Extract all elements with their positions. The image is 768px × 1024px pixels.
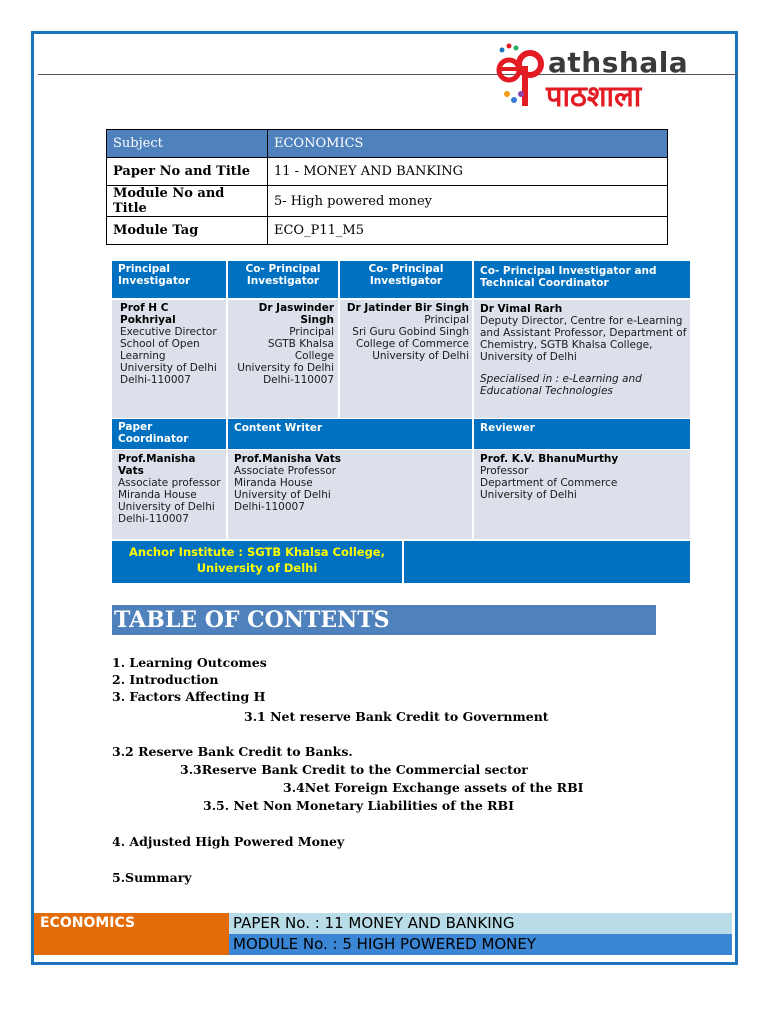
copi1-line: University fo Delhi: [237, 362, 334, 374]
header-principal-investigator: [112, 261, 226, 298]
header-label: Content Writer: [234, 422, 323, 434]
reviewer-line: Professor: [480, 465, 529, 477]
header-label: Reviewer: [480, 422, 535, 434]
pi-line: Delhi-110007: [120, 374, 191, 386]
cell-co-pi-2: [340, 300, 472, 418]
copi3-name: Dr Vimal Rarh: [480, 303, 563, 315]
copi3-line: Chemistry, SGTB Khalsa College,: [480, 339, 653, 351]
copi2-line: University of Delhi: [372, 350, 469, 362]
reviewer-line: Department of Commerce: [480, 477, 618, 489]
pi-name-2: Pokhriyal: [120, 314, 176, 326]
copi1-name-1: Dr Jaswinder: [258, 302, 334, 314]
toc-item: 5.Summary: [112, 870, 192, 885]
header-reviewer: [474, 419, 690, 449]
copi1-name-2: Singh: [300, 314, 334, 326]
toc-item: 2. Introduction: [112, 672, 219, 687]
logo-text-hindi: पाठशाला: [546, 79, 642, 113]
coord-name-2: Vats: [118, 465, 144, 477]
paper-value: 11 - MONEY AND BANKING: [268, 158, 668, 186]
copi1-line: Delhi-110007: [263, 374, 334, 386]
cell-content-writer: [228, 450, 472, 539]
coord-line: Delhi-110007: [118, 513, 189, 525]
subject-table: [106, 129, 668, 245]
coord-line: Associate professor: [118, 477, 221, 489]
copi2-name: Dr Jatinder Bir Singh: [346, 302, 469, 314]
footer-paper: PAPER No. : 11 MONEY AND BANKING: [229, 913, 732, 934]
coord-line: Miranda House: [118, 489, 197, 501]
copi1-line: SGTB Khalsa: [267, 338, 334, 350]
header-co-pi-technical: [474, 261, 690, 298]
copi1-line: College: [294, 350, 334, 362]
paper-key: Paper No and Title: [107, 158, 268, 186]
header-label: Principal Investigator: [118, 263, 191, 287]
writer-line: Delhi-110007: [234, 501, 305, 513]
toc-item: 3.3Reserve Bank Credit to the Commercial sector: [180, 762, 528, 777]
toc-item: 3. Factors Affecting H: [112, 689, 266, 704]
copi3-specialisation: Specialised in : e-Learning and: [480, 373, 642, 385]
pi-line: School of Open: [120, 338, 200, 350]
toc-item: 3.5. Net Non Monetary Liabilities of the RBI: [203, 798, 514, 813]
copi3-line: and Assistant Professor, Department of: [480, 327, 687, 339]
reviewer-line: University of Delhi: [480, 489, 577, 501]
writer-name: Prof.Manisha Vats: [234, 453, 342, 465]
module-value: 5- High powered money: [268, 186, 668, 217]
toc-item: 3.4Net Foreign Exchange assets of the RBI: [283, 780, 584, 795]
toc-item: 3.1 Net reserve Bank Credit to Government: [244, 709, 549, 724]
cell-co-pi-technical: [474, 300, 690, 418]
copi3-specialisation: Educational Technologies: [480, 385, 613, 397]
header-label: Paper Coordinator: [118, 421, 189, 445]
copi3-line: University of Delhi: [480, 351, 577, 363]
toc-item: 3.2 Reserve Bank Credit to Banks.: [112, 744, 353, 759]
header-paper-coordinator: [112, 419, 226, 449]
table-row: [107, 158, 668, 186]
toc-item: 4. Adjusted High Powered Money: [112, 834, 345, 849]
cell-principal-investigator: [112, 300, 226, 418]
module-tag-key: Module Tag: [107, 217, 268, 245]
header-co-pi-1: [228, 261, 338, 298]
anchor-institute: [112, 546, 402, 574]
subject-key: Subject: [107, 130, 268, 158]
coord-line: University of Delhi: [118, 501, 215, 513]
footer-module: MODULE No. : 5 HIGH POWERED MONEY: [229, 934, 732, 955]
header-label: Co- Principal Investigator: [245, 263, 321, 287]
header-label: Co- Principal Investigator and Technical Coordinator: [480, 265, 657, 289]
module-key: Module No and Title: [107, 186, 268, 217]
cell-reviewer: [474, 450, 690, 539]
cell-co-pi-1: [228, 300, 338, 418]
subject-value: ECONOMICS: [268, 130, 668, 158]
copi3-line: Deputy Director, Centre for e-Learning: [480, 315, 683, 327]
anchor-empty-cell: [404, 541, 690, 583]
reviewer-name: Prof. K.V. BhanuMurthy: [480, 453, 619, 465]
pi-name-1: Prof H C: [120, 302, 169, 314]
module-tag-value: ECO_P11_M5: [268, 217, 668, 245]
table-row: [107, 217, 668, 245]
table-row: [107, 130, 668, 158]
writer-line: University of Delhi: [234, 489, 331, 501]
copi2-line: Sri Guru Gobind Singh: [352, 326, 469, 338]
coord-name-1: Prof.Manisha: [118, 453, 196, 465]
toc-item: 1. Learning Outcomes: [112, 655, 267, 670]
copi2-line: College of Commerce: [356, 338, 469, 350]
header-label: Co- Principal Investigator: [368, 263, 444, 287]
anchor-line: University of Delhi: [196, 561, 318, 575]
cell-paper-coordinator: [112, 450, 226, 539]
table-row: [107, 186, 668, 217]
writer-line: Associate Professor: [234, 465, 337, 477]
copi2-line: Principal: [424, 314, 469, 326]
logo-text-english: athshala: [548, 46, 689, 79]
anchor-line: Anchor Institute : SGTB Khalsa College,: [129, 545, 385, 559]
header-co-pi-2: [340, 261, 472, 298]
header-content-writer: [228, 419, 472, 449]
copi1-line: Principal: [289, 326, 334, 338]
pi-line: Learning: [120, 350, 166, 362]
pi-line: Executive Director: [120, 326, 217, 338]
credits-grid: [112, 261, 690, 583]
writer-line: Miranda House: [234, 477, 313, 489]
footer-subject: ECONOMICS: [34, 913, 229, 955]
pi-line: University of Delhi: [120, 362, 217, 374]
toc-title: TABLE OF CONTENTS: [112, 605, 656, 635]
